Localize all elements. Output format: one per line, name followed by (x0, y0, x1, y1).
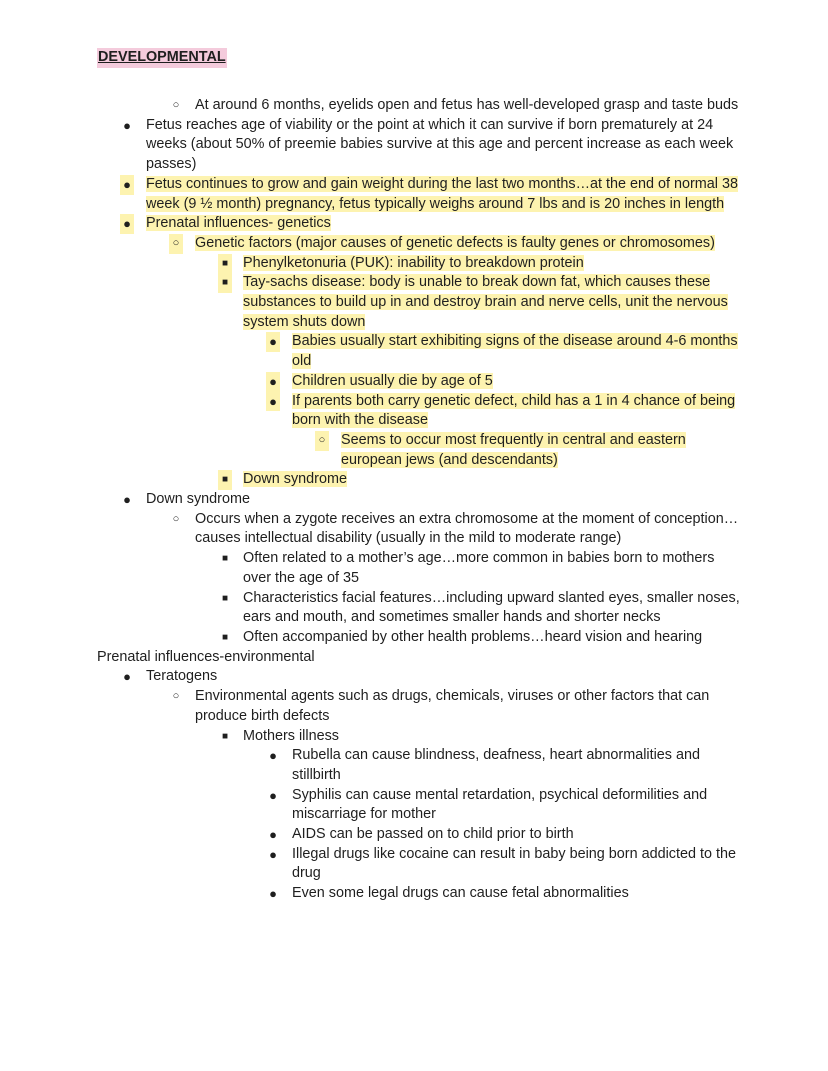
list-item-text: At around 6 months, eyelids open and fetus has well-developed grasp and taste buds (195, 97, 739, 113)
list-item (0, 273, 740, 332)
list-item-text: Illegal drugs like cocaine can result in baby being born addicted to the drug (292, 845, 736, 882)
square-bullet-icon: ■ (218, 254, 232, 274)
filled-dot-bullet-icon: ● (123, 669, 131, 685)
filled-dot-bullet-icon: ● (266, 372, 280, 392)
list-item (0, 214, 740, 234)
square-bullet-icon: ■ (221, 592, 229, 604)
bullet-list (0, 96, 828, 904)
list-item (0, 549, 740, 588)
list-item (0, 96, 740, 116)
square-bullet-icon: ■ (218, 273, 232, 293)
list-item-text: Often accompanied by other health problems…heard vision and hearing (243, 628, 703, 645)
list-item (0, 431, 740, 470)
filled-dot-bullet-icon: ● (269, 827, 277, 843)
list-item-text: Rubella can cause blindness, deafness, heart abnormalities and stillbirth (292, 747, 700, 783)
hollow-circle-bullet-icon: ○ (169, 234, 183, 254)
section-heading (0, 648, 740, 668)
highlighted-text: Genetic factors (major causes of genetic defects is faulty genes or chromosomes) (195, 234, 715, 251)
list-item (0, 116, 740, 175)
list-item-text: Characteristics facial features…including upward slanted eyes, smaller noses, ears and mouth, and sometimes smaller hands and shorter necks (243, 589, 740, 626)
highlighted-text: Prenatal influences- genetics (146, 215, 331, 232)
highlighted-text: Babies usually start exhibiting signs of the disease around 4-6 months old (292, 333, 738, 370)
highlighted-text: Down syndrome (243, 471, 347, 488)
filled-dot-bullet-icon: ● (266, 332, 280, 352)
list-item (0, 254, 740, 274)
list-item-text: Mothers illness (243, 727, 339, 744)
list-item (0, 727, 740, 747)
list-item (0, 884, 740, 904)
list-item (0, 175, 740, 214)
filled-dot-bullet-icon: ● (120, 214, 134, 234)
highlighted-text: If parents both carry genetic defect, child has a 1 in 4 chance of being born with the disease (292, 392, 736, 429)
list-item-text: Syphilis can cause mental retardation, psychical deformilities and miscarriage for mother (292, 786, 708, 823)
filled-dot-bullet-icon: ● (123, 492, 131, 508)
square-bullet-icon: ■ (221, 631, 229, 643)
highlighted-text: Fetus continues to grow and gain weight during the last two months…at the end of normal 38 week (9 ½ month) pregnancy, fetus typically weighs around 7 lbs and is 20 inches in length (146, 175, 738, 212)
highlighted-text: Children usually die by age of 5 (292, 372, 493, 389)
filled-dot-bullet-icon: ● (120, 175, 134, 195)
filled-dot-bullet-icon: ● (123, 117, 131, 133)
filled-dot-bullet-icon: ● (269, 787, 277, 803)
list-item (0, 392, 740, 431)
filled-dot-bullet-icon: ● (269, 846, 277, 862)
square-bullet-icon: ■ (221, 553, 229, 565)
list-item (0, 746, 740, 785)
list-item-text: Environmental agents such as drugs, chemicals, viruses or other factors that can produce birth defects (195, 688, 710, 724)
section-heading-text: Prenatal influences-environmental (97, 648, 315, 665)
list-item-text: Teratogens (146, 668, 218, 685)
list-item (0, 332, 740, 371)
hollow-circle-bullet-icon: ○ (172, 99, 180, 111)
list-item (0, 510, 740, 549)
highlighted-text: Phenylketonuria (PUK): inability to breakdown protein (243, 254, 584, 271)
list-item-text: Occurs when a zygote receives an extra chromosome at the moment of conception…causes intellectual disability (usually in the mild to moderate range) (195, 510, 739, 547)
list-item (0, 234, 740, 254)
list-item (0, 628, 740, 648)
list-item (0, 825, 740, 845)
list-item-text: Down syndrome (146, 491, 250, 508)
list-item-text: AIDS can be passed on to child prior to birth (292, 826, 574, 843)
filled-dot-bullet-icon: ● (269, 748, 277, 764)
highlighted-text: Seems to occur most frequently in central and eastern european jews (and descendants) (341, 431, 686, 468)
highlighted-text: Tay-sachs disease: body is unable to break down fat, which causes these substances to build up in and destroy brain and nerve cells, unit the nervous system shuts down (243, 274, 728, 330)
list-item (0, 667, 740, 687)
list-item (0, 687, 740, 726)
list-item (0, 589, 740, 628)
page-title: DEVELOPMENTAL (97, 48, 227, 68)
hollow-circle-bullet-icon: ○ (315, 431, 329, 451)
filled-dot-bullet-icon: ● (269, 886, 277, 902)
square-bullet-icon: ■ (221, 730, 229, 742)
list-item-text: Often related to a mother’s age…more common in babies born to mothers over the age of 35 (243, 550, 715, 586)
list-item (0, 786, 740, 825)
list-item (0, 470, 740, 490)
list-item (0, 372, 740, 392)
list-item-text: Even some legal drugs can cause fetal abnormalities (292, 885, 629, 902)
list-item-text: Fetus reaches age of viability or the point at which it can survive if born prematurely at 24 weeks (about 50% of preemie babies survive at this age and percent increase as each week passes) (146, 116, 734, 173)
hollow-circle-bullet-icon: ○ (172, 512, 180, 525)
square-bullet-icon: ■ (218, 470, 232, 490)
list-item (0, 490, 740, 510)
list-item (0, 845, 740, 884)
filled-dot-bullet-icon: ● (266, 392, 280, 412)
hollow-circle-bullet-icon: ○ (172, 690, 180, 703)
